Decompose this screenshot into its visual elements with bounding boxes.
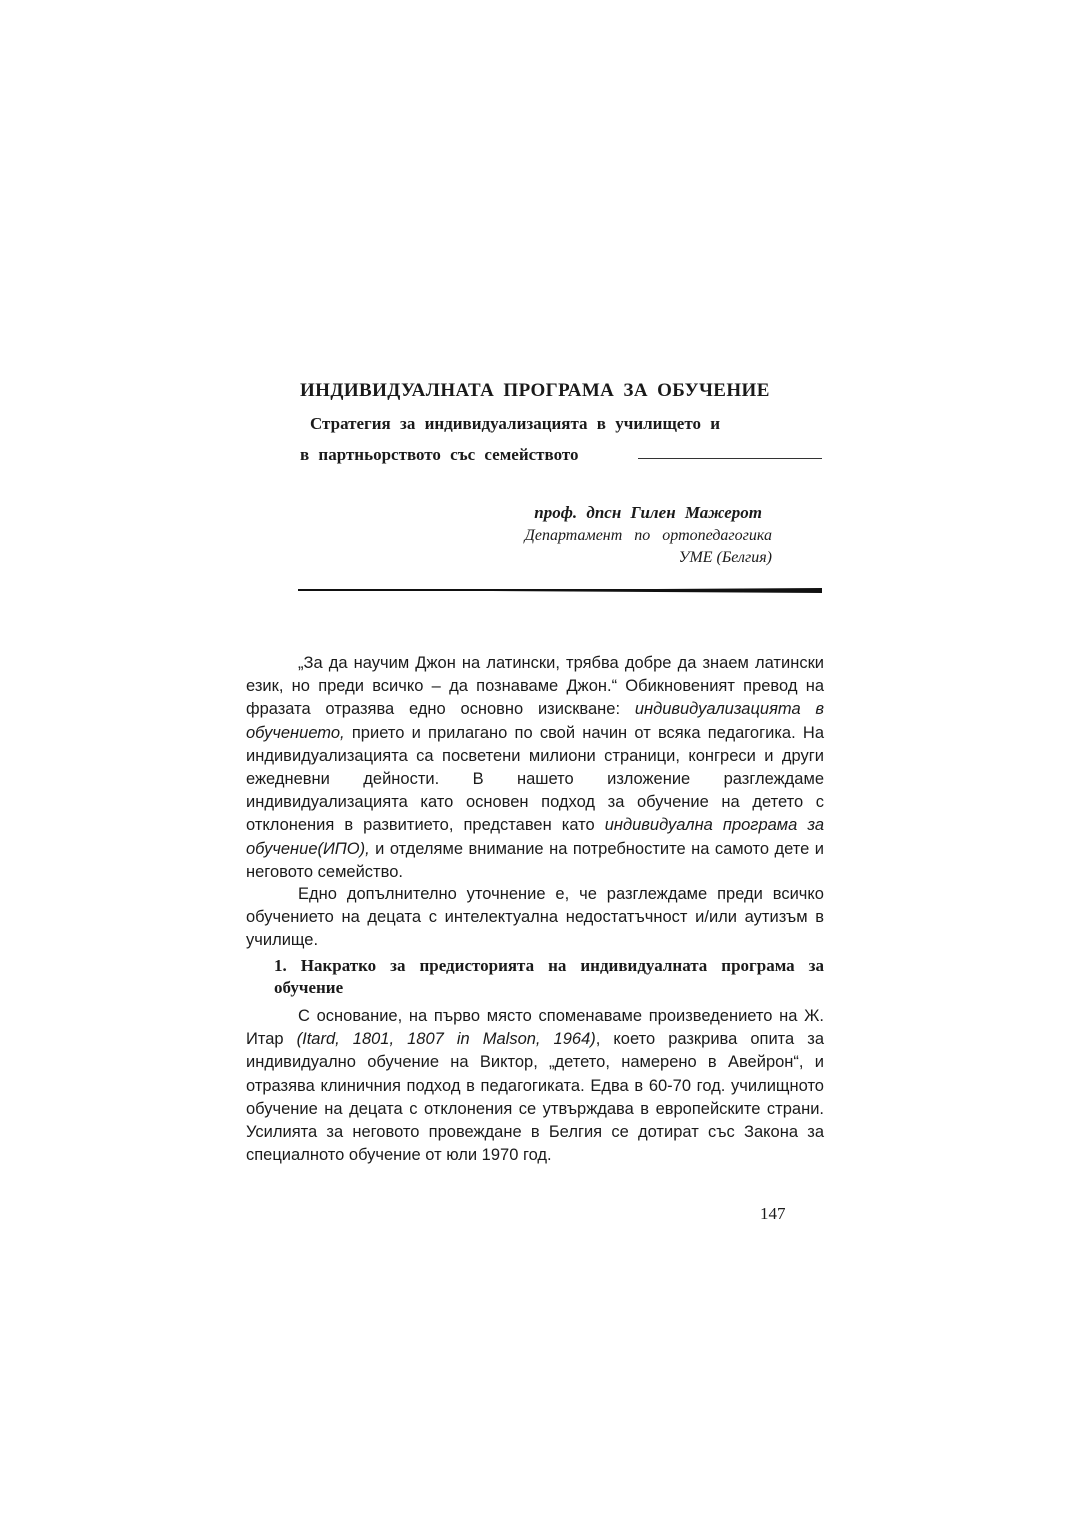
author-department: Департамент по ортопедагогика: [524, 527, 772, 544]
paragraph-history-citation: (Itard, 1801, 1807 in Malson, 1964): [296, 1030, 596, 1049]
page-number: 147: [760, 1204, 786, 1223]
paragraph-intro-text-a: „За да научим Джон на латински, трябва добре да знаем латински език, но преди всичко – да познаваме Джон.“ Обикновеният превод на фразата отразява едно основно изискване:: [246, 654, 824, 719]
paragraph-history: [246, 1005, 824, 1167]
paragraph-intro-emphasis-2: индивидуална програма за обучение(ИПО),: [246, 816, 824, 858]
author-affiliation: УМЕ (Белгия): [678, 549, 772, 566]
paragraph-intro-emphasis-1: индивидуализацията в обучението,: [246, 700, 824, 742]
paragraph-history-text-b: , което разкрива опита за индивидуално обучение на Виктор, „детето, намерено в Авейрон“, и отразява клиничния подход в педагогиката. Едва в 60-70 год. училищното обучение на децата с отклонения се утвърждава в европейските страни. Усилията за неговото провеждане в Белгия се дотират със Закона за специалното обучение от юли 1970 год.: [246, 1030, 824, 1165]
paragraph-clarification: [246, 883, 824, 953]
paragraph-intro-text-c: и отделяме внимание на потребностите на самото дете и неговото семейство.: [246, 839, 824, 881]
paragraph-intro: [246, 652, 824, 884]
section-heading: 1. Накратко за предисторията на индивидуалната програма за обучение: [274, 956, 824, 997]
author-name: проф. дпсн Гилен Мажерот: [534, 503, 762, 522]
header-divider: [298, 588, 822, 593]
paragraph-clarification-text: Едно допълнително уточнение е, че разглеждаме преди всичко обучението на децата с интелектуална недостатъчност и/или аутизъм в училище.: [246, 885, 824, 950]
paragraph-intro-text-b: прието и прилагано по свой начин от всяка педагогика. На индивидуализацията са посветени милиони страници, конгреси и други ежедневни дейности. В нашето изложение разглеждаме индивидуализацията като основен подход за обучение на детето с отклонения в развитието, представен като: [246, 723, 824, 835]
article-title: ИНДИВИДУАЛНАТА ПРОГРАМА ЗА ОБУЧЕНИЕ: [300, 380, 770, 401]
article-subtitle-line-2: в партньорството със семейството: [300, 445, 579, 464]
article-subtitle-line-1: Стратегия за индивидуализацията в училището и: [310, 414, 721, 433]
paragraph-history-text-a: С основание, на първо място споменаваме произведението на Ж. Итар: [246, 1007, 824, 1049]
subtitle-rule: [638, 458, 822, 459]
